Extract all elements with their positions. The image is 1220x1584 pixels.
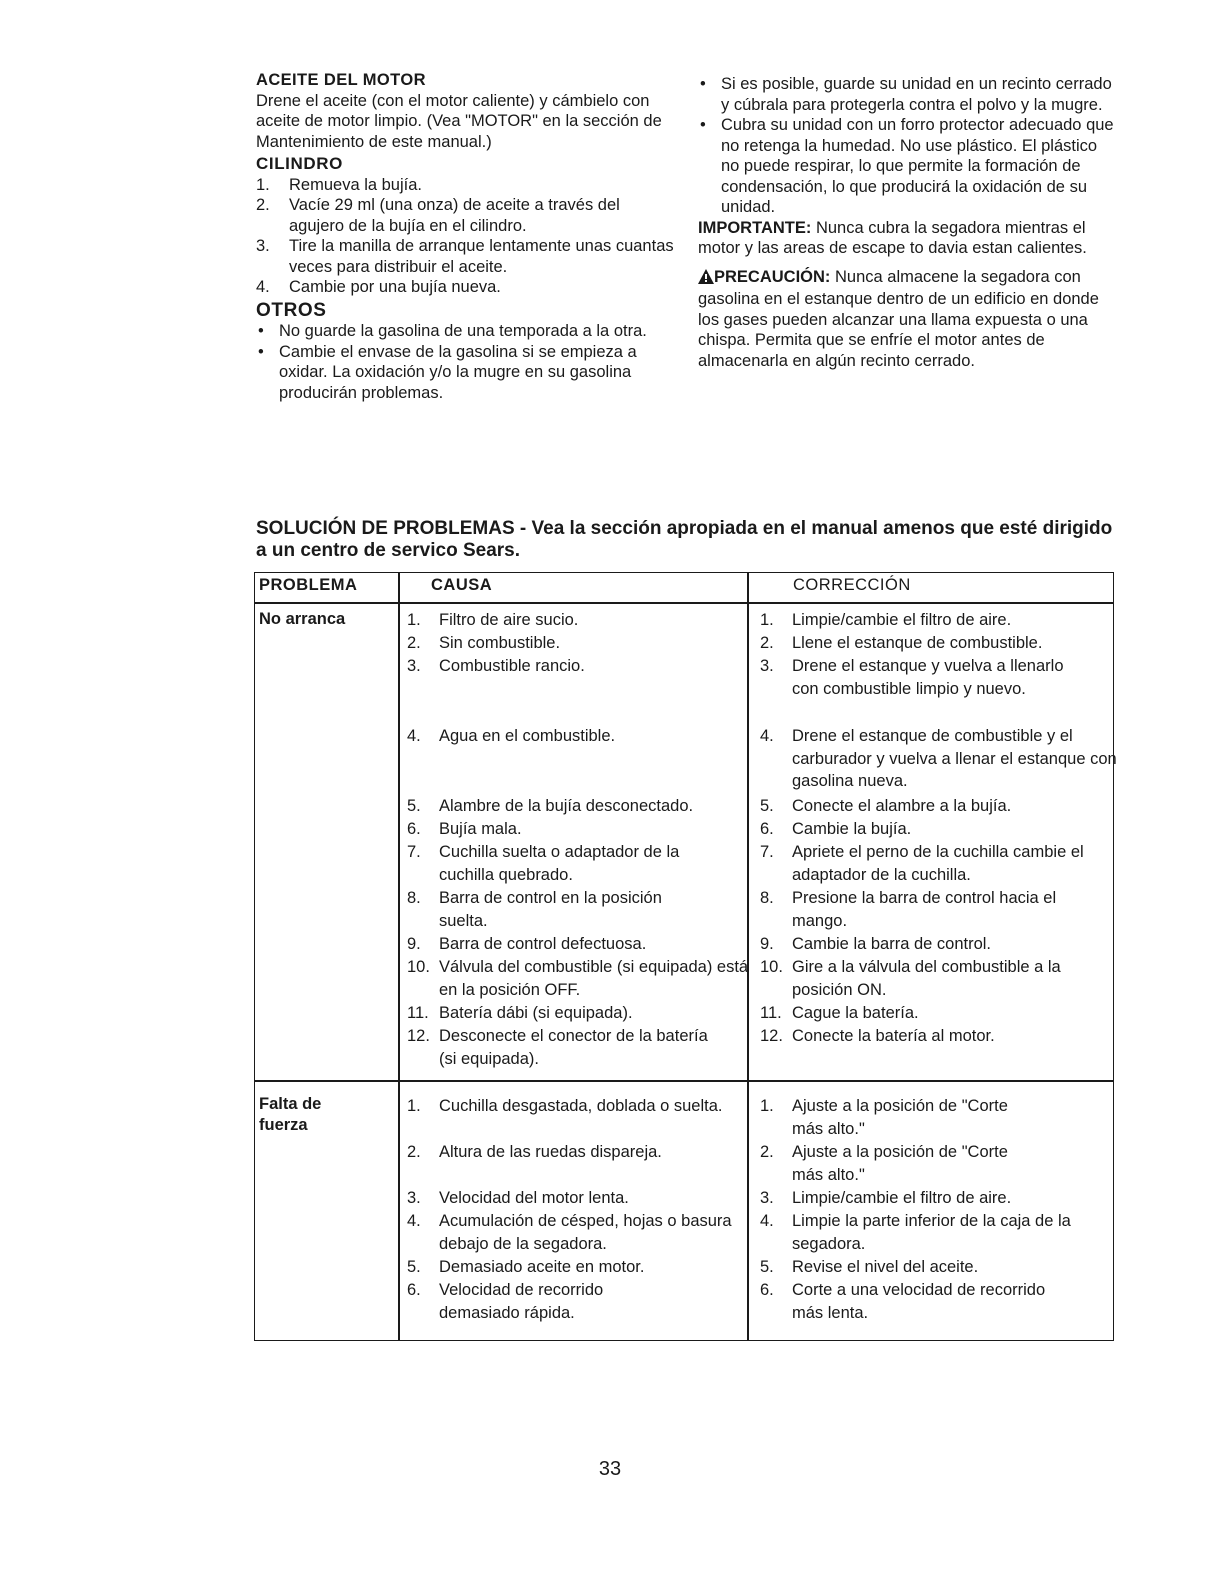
- list-item: 3. Drene el estanque y vuelva a llenarlo con combustible limpio y nuevo.: [760, 657, 1064, 698]
- list-item: 12. Desconecte el conector de la batería (si equipada).: [407, 1027, 708, 1068]
- list-item: 2. Altura de las ruedas dispareja.: [407, 1143, 662, 1161]
- header-problem: PROBLEMA: [259, 576, 358, 594]
- list-item: 6. Bujía mala.: [407, 820, 522, 838]
- list-item: 9. Cambie la barra de control.: [760, 935, 992, 953]
- problem-no-arranca: No arranca: [259, 610, 346, 628]
- otros-heading: OTROS: [256, 299, 327, 321]
- cilindro-steps: [256, 175, 676, 298]
- right-column: [698, 74, 1118, 371]
- list-item: 1. Filtro de aire sucio.: [407, 611, 579, 629]
- troubleshooting-title: SOLUCIÓN DE PROBLEMAS - Vea la sección apropiada en el manual amenos que esté dirigido a un centro de servico Sears.: [256, 518, 1113, 561]
- list-item: 4. Acumulación de césped, hojas o basura debajo de la segadora.: [407, 1212, 732, 1253]
- list-item: 3. Limpie/cambie el filtro de aire.: [760, 1189, 1012, 1207]
- list-item: 6. Velocidad de recorrido demasiado rápida.: [407, 1281, 604, 1322]
- list-item: 4. Cambie por una bujía nueva.: [256, 278, 501, 296]
- list-item: • Cambie el envase de la gasolina si se empieza a oxidar. La oxidación y/o la mugre en su gasolina producirán problemas.: [256, 342, 676, 404]
- header-correction: CORRECCIÓN: [793, 576, 911, 594]
- left-column: [256, 70, 676, 403]
- list-item: 1. Cuchilla desgastada, doblada o suelta.: [407, 1097, 723, 1115]
- list-item: 4. Limpie la parte inferior de la caja de la segadora.: [760, 1212, 1071, 1253]
- page-number: 33: [598, 1458, 622, 1480]
- list-item: • Si es posible, guarde su unidad en un recinto cerrado y cúbrala para protegerla contra el polvo y la mugre.: [698, 74, 1118, 115]
- list-item: 3. Tire la manilla de arranque lentamente unas cuantas veces para distribuir el aceite.: [256, 237, 674, 276]
- list-item: 2. Ajuste a la posición de "Corte más alto.": [760, 1143, 1008, 1184]
- problem-falta-de-fuerza: Falta de fuerza: [259, 1095, 322, 1134]
- list-item: 2. Llene el estanque de combustible.: [760, 634, 1043, 652]
- list-item: 1. Limpie/cambie el filtro de aire.: [760, 611, 1012, 629]
- list-item: 6. Corte a una velocidad de recorrido más lenta.: [760, 1281, 1046, 1322]
- importante-text: Nunca cubra la segadora mientras el motor y las areas de escape to davia estan calientes.: [698, 218, 1087, 257]
- list-item: 2. Vacíe 29 ml (una onza) de aceite a través del agujero de la bujía en el cilindro.: [256, 196, 620, 235]
- otros-list: [256, 321, 676, 403]
- list-item: 5. Revise el nivel del aceite.: [760, 1258, 979, 1276]
- list-item: 6. Cambie la bujía.: [760, 820, 912, 838]
- list-item: 4. Drene el estanque de combustible y el carburador y vuelva a llenar el estanque con gasolina nueva.: [760, 727, 1117, 790]
- header-cause: CAUSA: [431, 576, 493, 594]
- list-item: 7. Cuchilla suelta o adaptador de la cuchilla quebrado.: [407, 843, 680, 884]
- list-item: 7. Apriete el perno de la cuchilla cambie el adaptador de la cuchilla.: [760, 843, 1084, 884]
- precaucion-text: Nunca almacene la segadora con gasolina en el estanque dentro de un edificio en donde los gases pueden alcanzar una llama expuesta o una chispa. Permita que se enfríe el motor antes de almacenarla en algún recinto cerrado.: [698, 267, 1099, 370]
- precaucion-note: [698, 267, 1118, 372]
- list-item: 3. Velocidad del motor lenta.: [407, 1189, 629, 1207]
- warning-icon: [698, 269, 714, 290]
- list-item: • No guarde la gasolina de una temporada a la otra.: [256, 321, 676, 342]
- list-item: 9. Barra de control defectuosa.: [407, 935, 647, 953]
- list-item: 5. Demasiado aceite en motor.: [407, 1258, 645, 1276]
- list-item: • Cubra su unidad con un forro protector adecuado que no retenga la humedad. No use plástico. El plástico no puede respirar, lo que permite la formación de condensación, lo que producirá la oxidación de su unidad.: [698, 115, 1118, 218]
- aceite-heading: ACEITE DEL MOTOR: [256, 71, 426, 89]
- aceite-text: Drene el aceite (con el motor caliente) y cámbielo con aceite de motor limpio. (Vea "MOTOR" en la sección de Mantenimiento de este manual.): [256, 91, 662, 151]
- list-item: 4. Agua en el combustible.: [407, 727, 616, 745]
- storage-list: [698, 74, 1118, 218]
- importante-label: IMPORTANTE:: [698, 218, 812, 237]
- list-item: 1. Remueva la bujía.: [256, 175, 422, 194]
- cilindro-heading: CILINDRO: [256, 154, 343, 173]
- list-item: 10. Gire a la válvula del combustible a la posición ON.: [760, 958, 1061, 999]
- list-item: 2. Sin combustible.: [407, 634, 561, 652]
- list-item: 12. Conecte la batería al motor.: [760, 1027, 995, 1045]
- list-item: 8. Presione la barra de control hacia el mango.: [760, 889, 1057, 930]
- troubleshooting-table: [254, 572, 1117, 1341]
- list-item: 8. Barra de control en la posición suelta.: [407, 889, 662, 930]
- list-item: 1. Ajuste a la posición de "Corte más alto.": [760, 1097, 1008, 1138]
- list-item: 11. Cague la batería.: [760, 1004, 919, 1022]
- importante-note: [698, 218, 1118, 259]
- list-item: 11. Batería dábi (si equipada).: [407, 1004, 633, 1022]
- list-item: 3. Combustible rancio.: [407, 657, 585, 675]
- precaucion-label: PRECAUCIÓN:: [714, 267, 831, 286]
- list-item: 10. Válvula del combustible (si equipada) está en la posición OFF.: [407, 958, 749, 999]
- list-item: 5. Conecte el alambre a la bujía.: [760, 797, 1012, 815]
- list-item: 5. Alambre de la bujía desconectado.: [407, 797, 694, 815]
